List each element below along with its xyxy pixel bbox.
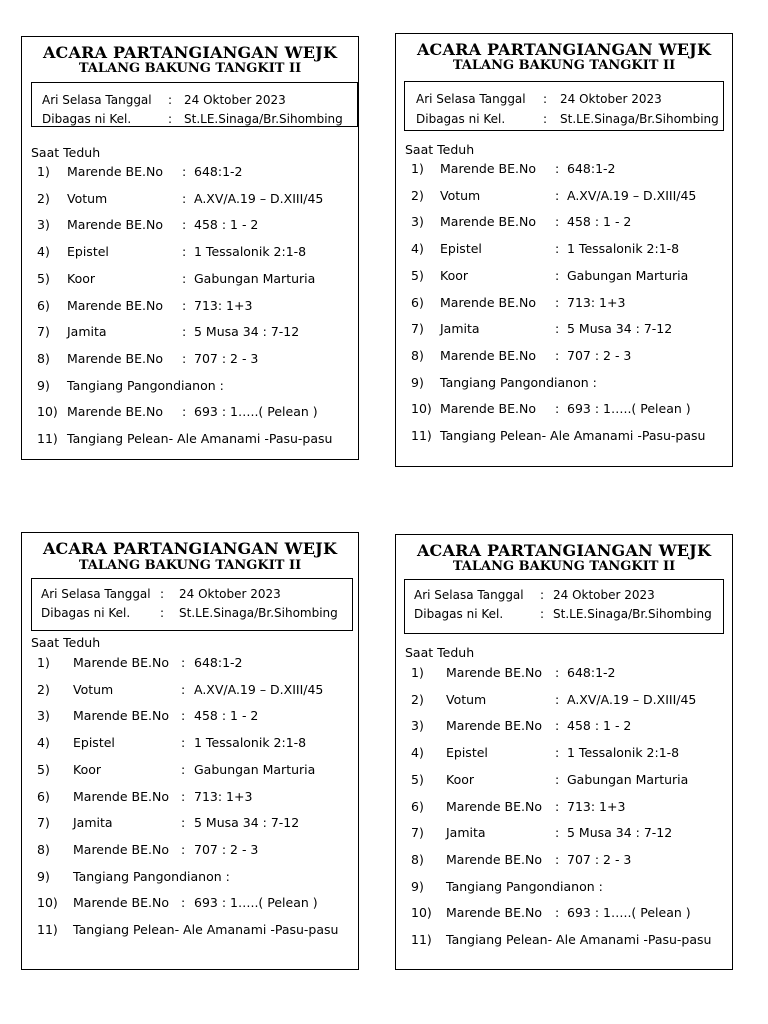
program-item: [22, 922, 358, 939]
item-number: 4): [411, 241, 424, 257]
item-separator: :: [555, 771, 560, 787]
item-name: Marende BE.No: [440, 294, 536, 310]
item-value: 713: 1+3: [194, 297, 253, 313]
item-number: 4): [37, 244, 50, 260]
program-item: [396, 161, 732, 178]
item-name: Marende BE.No: [440, 401, 536, 417]
item-name: Epistel: [446, 745, 488, 761]
program-item: [22, 682, 358, 699]
item-number: 8): [37, 350, 50, 366]
program-item: [396, 401, 732, 418]
item-name: Marende BE.No: [440, 347, 536, 363]
item-number: 3): [37, 217, 50, 233]
item-number: 5): [411, 267, 424, 283]
program-item: [22, 762, 358, 779]
item-name: Tangiang Pangondianon :: [73, 868, 230, 884]
item-separator: :: [182, 270, 187, 286]
item-number: 1): [37, 164, 50, 179]
item-value: Gabungan Marturia: [194, 761, 316, 777]
item-value: 713: 1+3: [194, 788, 253, 804]
program-item: [22, 271, 358, 288]
item-separator: :: [182, 297, 187, 313]
intro-heading: Saat Teduh: [405, 142, 475, 157]
item-separator: :: [555, 321, 560, 337]
info-label: Dibagas ni Kel.: [416, 112, 506, 126]
info-separator: :: [540, 607, 545, 621]
item-separator: :: [555, 241, 560, 257]
item-separator: :: [181, 788, 186, 804]
card-title: ACARA PARTANGIANGAN WEJK: [416, 541, 712, 560]
item-value: A.XV/A.19 – D.XIII/45: [567, 187, 697, 203]
item-value: 707 : 2 - 3: [567, 347, 632, 363]
item-value: Gabungan Marturia: [567, 267, 689, 283]
item-separator: :: [555, 691, 560, 707]
program-item: [396, 879, 732, 896]
item-name: Epistel: [67, 244, 109, 260]
info-box: [31, 578, 353, 631]
item-separator: :: [181, 655, 186, 670]
item-name: Marende BE.No: [440, 161, 536, 176]
item-number: 11): [411, 932, 432, 947]
item-number: 7): [37, 324, 50, 340]
item-number: 10): [411, 905, 432, 921]
item-separator: :: [555, 718, 560, 734]
program-item: [396, 348, 732, 365]
item-number: 9): [411, 878, 424, 894]
item-separator: :: [555, 401, 560, 417]
item-separator: :: [555, 825, 560, 841]
info-box: [404, 81, 724, 131]
item-number: 10): [411, 401, 432, 417]
item-value: 5 Musa 34 : 7-12: [567, 321, 673, 337]
item-separator: :: [181, 761, 186, 777]
info-value: St.LE.Sinaga/Br.Sihombing: [179, 606, 338, 620]
item-name: Koor: [67, 270, 96, 286]
item-separator: :: [555, 905, 560, 921]
card-subtitle: TALANG BAKUNG TANGKIT II: [78, 558, 302, 573]
item-number: 5): [37, 270, 50, 286]
info-label: Ari Selasa Tanggal: [42, 93, 152, 107]
item-name: Marende BE.No: [446, 665, 542, 680]
item-name: Marende BE.No: [73, 895, 169, 911]
item-separator: :: [555, 851, 560, 867]
item-separator: :: [182, 164, 187, 179]
program-item: [22, 815, 358, 832]
info-value: St.LE.Sinaga/Br.Sihombing: [553, 607, 712, 621]
info-value: St.LE.Sinaga/Br.Sihombing: [184, 112, 343, 126]
item-name: Marende BE.No: [67, 297, 163, 313]
program-item: [22, 217, 358, 234]
item-separator: :: [555, 347, 560, 363]
intro-heading: Saat Teduh: [31, 145, 101, 160]
info-label: Dibagas ni Kel.: [41, 606, 131, 620]
item-number: 9): [37, 868, 50, 884]
program-item: [22, 164, 358, 181]
info-separator: :: [160, 606, 165, 620]
item-number: 6): [37, 788, 50, 804]
item-name: Marende BE.No: [73, 788, 169, 804]
program-item: [22, 191, 358, 208]
item-number: 3): [411, 718, 424, 734]
item-separator: :: [555, 294, 560, 310]
item-name: Jamita: [440, 321, 480, 337]
program-item: [22, 244, 358, 261]
item-value: 693 : 1…..( Pelean ): [194, 404, 318, 420]
item-separator: :: [555, 798, 560, 814]
item-number: 11): [411, 428, 432, 443]
item-value: 713: 1+3: [567, 294, 626, 310]
program-item: [22, 789, 358, 806]
program-item: [22, 431, 358, 448]
item-number: 1): [37, 655, 50, 670]
item-number: 6): [411, 294, 424, 310]
item-name: Votum: [446, 691, 487, 707]
item-number: 9): [411, 374, 424, 390]
program-item: [22, 895, 358, 912]
program-item: [396, 268, 732, 285]
item-number: 6): [411, 798, 424, 814]
item-value: Gabungan Marturia: [194, 270, 316, 286]
program-item: [22, 869, 358, 886]
item-name: Votum: [67, 190, 108, 206]
item-separator: :: [555, 161, 560, 176]
intro-heading: Saat Teduh: [405, 645, 475, 660]
item-value: A.XV/A.19 – D.XIII/45: [567, 691, 697, 707]
program-item: [396, 214, 732, 231]
info-separator: :: [168, 112, 173, 126]
program-item: [396, 428, 732, 445]
item-value: 648:1-2: [194, 164, 243, 179]
item-value: 707 : 2 - 3: [194, 350, 259, 366]
item-value: 707 : 2 - 3: [567, 851, 632, 867]
item-value: A.XV/A.19 – D.XIII/45: [194, 681, 324, 697]
item-separator: :: [181, 841, 186, 857]
item-separator: :: [555, 665, 560, 680]
card-title: ACARA PARTANGIANGAN WEJK: [416, 40, 712, 59]
item-value: 707 : 2 - 3: [194, 841, 259, 857]
item-separator: :: [181, 708, 186, 724]
item-value: 1 Tessalonik 2:1-8: [194, 735, 307, 751]
info-separator: :: [168, 93, 173, 107]
item-number: 8): [411, 347, 424, 363]
item-number: 11): [37, 922, 58, 937]
item-name: Marende BE.No: [73, 708, 169, 724]
item-number: 5): [37, 761, 50, 777]
item-value: 693 : 1…..( Pelean ): [567, 905, 691, 921]
item-number: 2): [411, 187, 424, 203]
item-name: Tangiang Pangondianon :: [67, 377, 224, 393]
item-name: Epistel: [73, 735, 115, 751]
program-item: [22, 298, 358, 315]
item-name: Marende BE.No: [67, 350, 163, 366]
item-number: 10): [37, 895, 58, 911]
item-name: Koor: [73, 761, 102, 777]
program-item: [396, 905, 732, 922]
item-number: 2): [37, 190, 50, 206]
item-value: 1 Tessalonik 2:1-8: [567, 745, 680, 761]
item-name: Marende BE.No: [73, 841, 169, 857]
item-name: Tangiang Pelean- Ale Amanami -Pasu-pasu: [446, 932, 712, 947]
card-subtitle: TALANG BAKUNG TANGKIT II: [452, 58, 676, 73]
info-label: Ari Selasa Tanggal: [414, 588, 524, 602]
item-separator: :: [555, 267, 560, 283]
card-subtitle: TALANG BAKUNG TANGKIT II: [78, 61, 302, 76]
item-name: Tangiang Pangondianon :: [446, 878, 603, 894]
program-item: [22, 404, 358, 421]
program-item: [22, 324, 358, 341]
item-name: Epistel: [440, 241, 482, 257]
program-item: [396, 772, 732, 789]
intro-heading: Saat Teduh: [31, 635, 101, 650]
item-name: Marende BE.No: [446, 851, 542, 867]
info-label: Ari Selasa Tanggal: [416, 92, 526, 106]
item-name: Tangiang Pangondianon :: [440, 374, 597, 390]
item-value: 693 : 1…..( Pelean ): [567, 401, 691, 417]
item-separator: :: [555, 187, 560, 203]
item-number: 2): [411, 691, 424, 707]
item-separator: :: [555, 214, 560, 230]
program-item: [396, 932, 732, 949]
item-separator: :: [181, 735, 186, 751]
item-separator: :: [182, 244, 187, 260]
program-item: [22, 842, 358, 859]
item-number: 3): [37, 708, 50, 724]
program-item: [396, 665, 732, 682]
item-value: 5 Musa 34 : 7-12: [194, 324, 300, 340]
program-item: [396, 321, 732, 338]
info-value: 24 Oktober 2023: [553, 588, 655, 602]
info-value: 24 Oktober 2023: [179, 587, 281, 601]
item-separator: :: [181, 815, 186, 831]
program-item: [396, 799, 732, 816]
item-number: 8): [37, 841, 50, 857]
info-label: Dibagas ni Kel.: [42, 112, 132, 126]
item-number: 11): [37, 431, 58, 446]
item-number: 5): [411, 771, 424, 787]
item-name: Marende BE.No: [446, 798, 542, 814]
card-title: ACARA PARTANGIANGAN WEJK: [42, 539, 338, 558]
item-value: 5 Musa 34 : 7-12: [194, 815, 300, 831]
item-separator: :: [181, 895, 186, 911]
program-card: [21, 36, 359, 460]
info-separator: :: [160, 587, 165, 601]
item-number: 7): [411, 321, 424, 337]
item-name: Votum: [73, 681, 114, 697]
item-number: 9): [37, 377, 50, 393]
item-separator: :: [182, 324, 187, 340]
program-item: [22, 351, 358, 368]
item-name: Tangiang Pelean- Ale Amanami -Pasu-pasu: [73, 922, 339, 937]
item-name: Marende BE.No: [67, 217, 163, 233]
program-item: [22, 378, 358, 395]
item-value: Gabungan Marturia: [567, 771, 689, 787]
item-name: Jamita: [446, 825, 486, 841]
item-name: Marende BE.No: [440, 214, 536, 230]
info-box: [404, 579, 724, 634]
item-name: Marende BE.No: [446, 718, 542, 734]
item-name: Votum: [440, 187, 481, 203]
item-separator: :: [555, 745, 560, 761]
item-number: 8): [411, 851, 424, 867]
info-label: Dibagas ni Kel.: [414, 607, 504, 621]
program-item: [396, 241, 732, 258]
item-number: 1): [411, 161, 424, 176]
item-name: Jamita: [73, 815, 113, 831]
program-item: [396, 188, 732, 205]
item-number: 10): [37, 404, 58, 420]
info-value: 24 Oktober 2023: [560, 92, 662, 106]
item-value: 693 : 1…..( Pelean ): [194, 895, 318, 911]
item-number: 7): [411, 825, 424, 841]
program-item: [22, 735, 358, 752]
info-value: 24 Oktober 2023: [184, 93, 286, 107]
item-value: 648:1-2: [567, 665, 616, 680]
item-value: 5 Musa 34 : 7-12: [567, 825, 673, 841]
item-separator: :: [181, 681, 186, 697]
item-name: Marende BE.No: [73, 655, 169, 670]
info-label: Ari Selasa Tanggal: [41, 587, 151, 601]
item-value: 1 Tessalonik 2:1-8: [194, 244, 307, 260]
item-number: 2): [37, 681, 50, 697]
item-number: 1): [411, 665, 424, 680]
program-item: [22, 655, 358, 672]
item-number: 4): [37, 735, 50, 751]
card-title: ACARA PARTANGIANGAN WEJK: [42, 43, 338, 62]
program-item: [396, 852, 732, 869]
program-item: [396, 295, 732, 312]
item-name: Koor: [446, 771, 475, 787]
program-card: [395, 534, 733, 970]
info-separator: :: [543, 92, 548, 106]
info-separator: :: [543, 112, 548, 126]
info-separator: :: [540, 588, 545, 602]
item-name: Jamita: [67, 324, 107, 340]
item-name: Tangiang Pelean- Ale Amanami -Pasu-pasu: [67, 431, 333, 446]
item-name: Marende BE.No: [67, 404, 163, 420]
program-card: [395, 33, 733, 467]
item-value: 458 : 1 - 2: [567, 214, 632, 230]
item-value: 458 : 1 - 2: [194, 708, 259, 724]
item-number: 4): [411, 745, 424, 761]
info-box: [31, 82, 358, 127]
item-name: Marende BE.No: [446, 905, 542, 921]
program-item: [396, 718, 732, 735]
item-value: 648:1-2: [194, 655, 243, 670]
item-number: 3): [411, 214, 424, 230]
item-value: 458 : 1 - 2: [194, 217, 259, 233]
program-item: [396, 745, 732, 762]
item-value: 648:1-2: [567, 161, 616, 176]
item-name: Marende BE.No: [67, 164, 163, 179]
item-value: 1 Tessalonik 2:1-8: [567, 241, 680, 257]
program-item: [396, 825, 732, 842]
item-separator: :: [182, 190, 187, 206]
program-card: [21, 532, 359, 970]
item-name: Koor: [440, 267, 469, 283]
item-separator: :: [182, 404, 187, 420]
info-value: St.LE.Sinaga/Br.Sihombing: [560, 112, 719, 126]
item-value: 713: 1+3: [567, 798, 626, 814]
item-name: Tangiang Pelean- Ale Amanami -Pasu-pasu: [440, 428, 706, 443]
card-subtitle: TALANG BAKUNG TANGKIT II: [452, 559, 676, 574]
item-value: A.XV/A.19 – D.XIII/45: [194, 190, 324, 206]
item-separator: :: [182, 217, 187, 233]
item-number: 6): [37, 297, 50, 313]
item-number: 7): [37, 815, 50, 831]
program-item: [396, 375, 732, 392]
item-value: 458 : 1 - 2: [567, 718, 632, 734]
item-separator: :: [182, 350, 187, 366]
program-item: [22, 708, 358, 725]
program-item: [396, 692, 732, 709]
